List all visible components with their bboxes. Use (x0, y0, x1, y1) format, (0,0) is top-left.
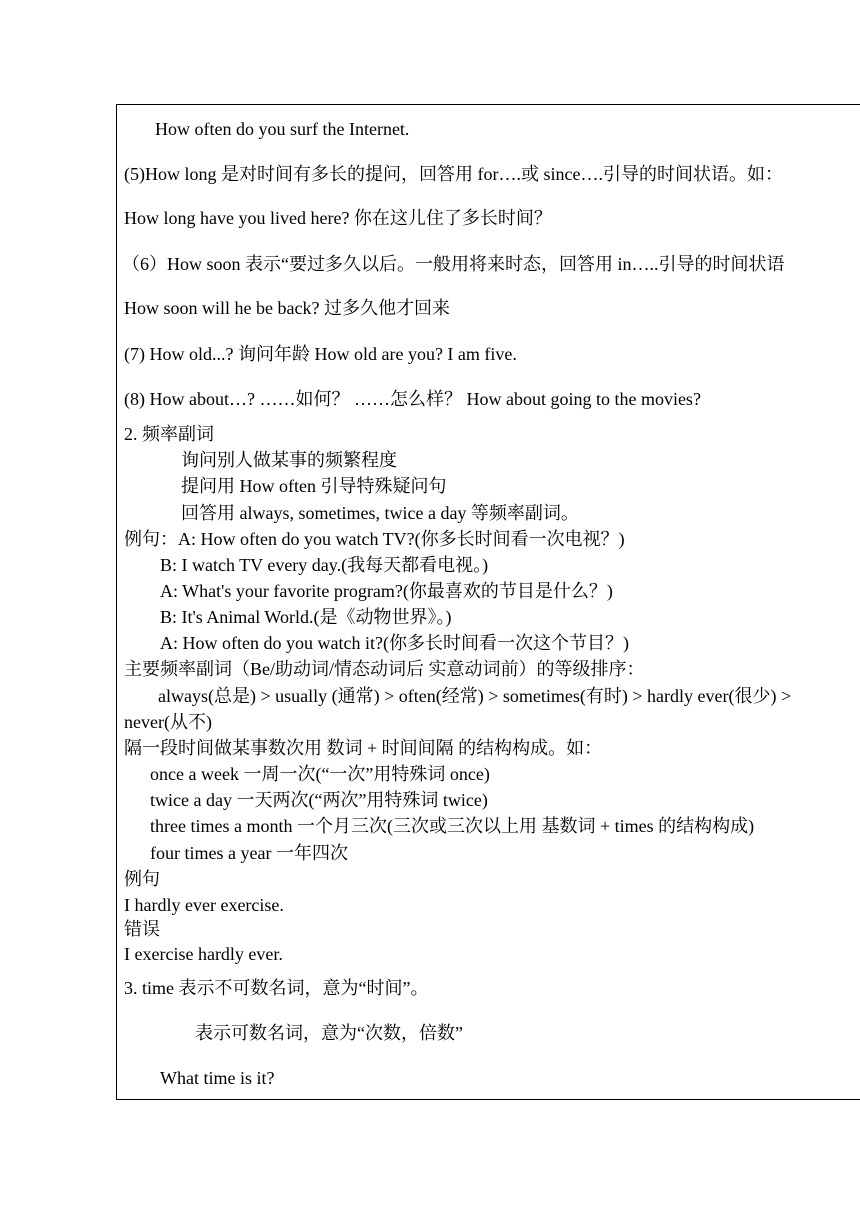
text-line: （6）How soon 表示“要过多久以后。一般用将来时态，回答用 in…..引导的时间状语 (122, 254, 785, 274)
text-line: (8) How about…? ……如何？ ……怎么样？ How about going to the movies? (124, 389, 701, 409)
text-line: three times a month 一个月三次(三次或三次以上用 基数词 + times 的结构构成) (150, 816, 755, 836)
example-line: A: What's your favorite program?(你最喜欢的节目是什么？) (160, 581, 613, 601)
text-line: once a week 一周一次(“一次”用特殊词 once) (150, 764, 490, 784)
text-line: 提问用 How often 引导特殊疑问句 (181, 476, 447, 496)
text-line: 表示可数名词，意为“次数，倍数” (195, 1023, 463, 1043)
text-line: How often do you surf the Internet. (155, 119, 410, 139)
example-line: 例句：A: How often do you watch TV?(你多长时间看一次电视？) (124, 529, 625, 549)
section-heading: 3. time 表示不可数名词，意为“时间”。 (124, 978, 429, 998)
text-line: never(从不) (124, 712, 212, 732)
text-line: 隔一段时间做某事数次用 数词 + 时间间隔 的结构构成。如： (124, 738, 603, 758)
text-line: twice a day 一天两次(“两次”用特殊词 twice) (150, 790, 488, 810)
text-line: How soon will he be back? 过多久他才回来 (124, 298, 450, 318)
text-line: always(总是) > usually (通常) > often(经常) > sometimes(有时) > hardly ever(很少) > (158, 686, 792, 706)
text-line: 错误 (124, 919, 160, 939)
example-line: B: I watch TV every day.(我每天都看电视。) (160, 555, 489, 575)
section-heading: 2. 频率副词 (124, 424, 214, 444)
text-line: What time is it? (160, 1068, 275, 1088)
example-line: B: It's Animal World.(是《动物世界》。) (160, 607, 452, 627)
text-line: four times a year 一年四次 (150, 843, 348, 863)
text-line: I exercise hardly ever. (124, 944, 283, 964)
text-line: (5)How long 是对时间有多长的提问，回答用 for….或 since….引导的时间状语。如： (124, 164, 783, 184)
text-line: How long have you lived here? 你在这儿住了多长时间？ (124, 208, 552, 228)
text-line: 主要频率副词（Be/助动词/情态动词后 实意动词前）的等级排序： (124, 659, 645, 679)
text-line: 回答用 always, sometimes, twice a day 等频率副词。 (181, 503, 579, 523)
text-line: I hardly ever exercise. (124, 895, 284, 915)
text-line: (7) How old...? 询问年龄 How old are you? I am five. (124, 344, 517, 364)
text-line: 询问别人做某事的频繁程度 (181, 450, 397, 470)
text-line: 例句 (124, 869, 160, 889)
example-line: A: How often do you watch it?(你多长时间看一次这个节目？) (160, 633, 629, 653)
